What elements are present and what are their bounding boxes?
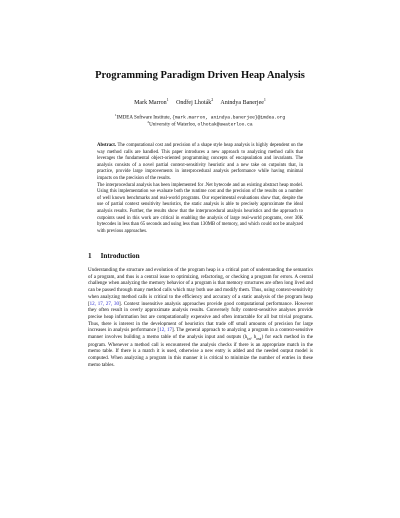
citation-link[interactable]: 12, 17, 27, 30: [89, 301, 119, 307]
section-body: [88, 268, 313, 370]
author-name: Ondřej Lhoták: [176, 100, 212, 106]
body-text: ]. The general approach to analyzing a program in a context-sensitive manner involves building a memo table of the analysis input and outputs (h: [88, 328, 313, 341]
affiliation: [0, 119, 400, 129]
affiliation-sup: 2: [147, 120, 150, 124]
body-text: Understanding the structure and evolution of the program heap is a critical part of understanding the semantics of a program, and thus is a central issue to optimizing, refactoring, or checking a program for errors. A central challenge when analyzing the memory behavior of a program is that memory structures are often long lived and can be passed through many method calls which may both use and modify them. Thus, using context-sensitivity when analyzing method calls is critical to the efficiency and accuracy of a static analysis of the program heap [: [88, 268, 313, 307]
abstract-label: Abstract.: [97, 143, 117, 148]
section-heading: [88, 252, 140, 260]
body-paragraph: [88, 268, 313, 370]
abstract: [97, 143, 303, 235]
author-name: Mark Marron: [134, 100, 167, 106]
subscript: out: [256, 336, 262, 342]
author-name: Anindya Banerjee: [220, 100, 264, 106]
affiliation-email: olhotak@uwaterloo.ca: [197, 122, 253, 128]
abstract-paragraph: [97, 143, 303, 183]
affiliation-name: University of Waterloo,: [149, 122, 197, 128]
author-sup: 1: [263, 97, 266, 102]
affiliation-sup: 1: [114, 113, 117, 117]
affiliation-email: {mark.marron, anindya.banerjee}@imdea.org: [172, 115, 286, 121]
section-number: 1: [88, 252, 92, 260]
citation-link[interactable]: 12, 17: [159, 328, 172, 334]
paper-title: Programming Paradigm Driven Heap Analysis: [95, 70, 305, 81]
body-text: ) for each method in the program. Whenever a method call is encountered the analysis checks if there is an appropriate match in the memo table. If there is a match it is used, otherwise a new entry is added and the needed output model is computed. When analyzing a program in this manner it is critical to minimize the number of entries in these memo tables.: [88, 335, 313, 368]
author-sup: 2: [211, 97, 214, 102]
body-text: ]. Context insensitive analysis approaches provide good computational performance. However they often result in overly approximate analysis results. Conversely fully context-sensitive analyses provide precise heap information but are computationally expensive and often intractable for all but trivial programs. Thus, there is interest in the development of heuristics that trade off small amounts of precision for large increases in analysis performance [: [88, 301, 313, 334]
body-text: , h: [250, 335, 257, 341]
abstract-text: The computational cost and precision of a shape style heap analysis is highly dependent on the way method calls are handled. This paper introduces a new approach to analyzing method calls that leverages the fundamental object-oriented programming concepts of encapsulation and invariants. The analysis consists of a novel partial context-sensitivity heuristic and a new take on cutpoints that, in practice, provide large improvements in interprocedural analysis performance while having minimal impacts on the precision of the results.: [97, 143, 303, 181]
author-list: [0, 97, 400, 106]
affiliation-name: IMDEA Software Institute,: [116, 115, 171, 121]
section-title: Introduction: [100, 252, 140, 260]
subscript: in: [247, 336, 251, 342]
author-sup: 1: [166, 97, 169, 102]
abstract-paragraph: The interprocedural analysis has been implemented for .Net bytecode and an existing abstract heap model. Using this implementation we evaluate both the runtime cost and the precision of the results on a number of well known benchmarks and real-world programs. Our experimental evaluations show that, despite the use of partial context sensitivity heuristics, the static analysis is able to precisely approximate the ideal analysis results. Further, the results show that the interprocedural analysis heuristics and the approach to cutpoints used in this work are critical in enabling the analysis of large real-world programs, over 30K bytecodes in less than 65 seconds and using less than 130MB of memory, and which could not be analyzed with previous approaches.: [97, 182, 303, 234]
